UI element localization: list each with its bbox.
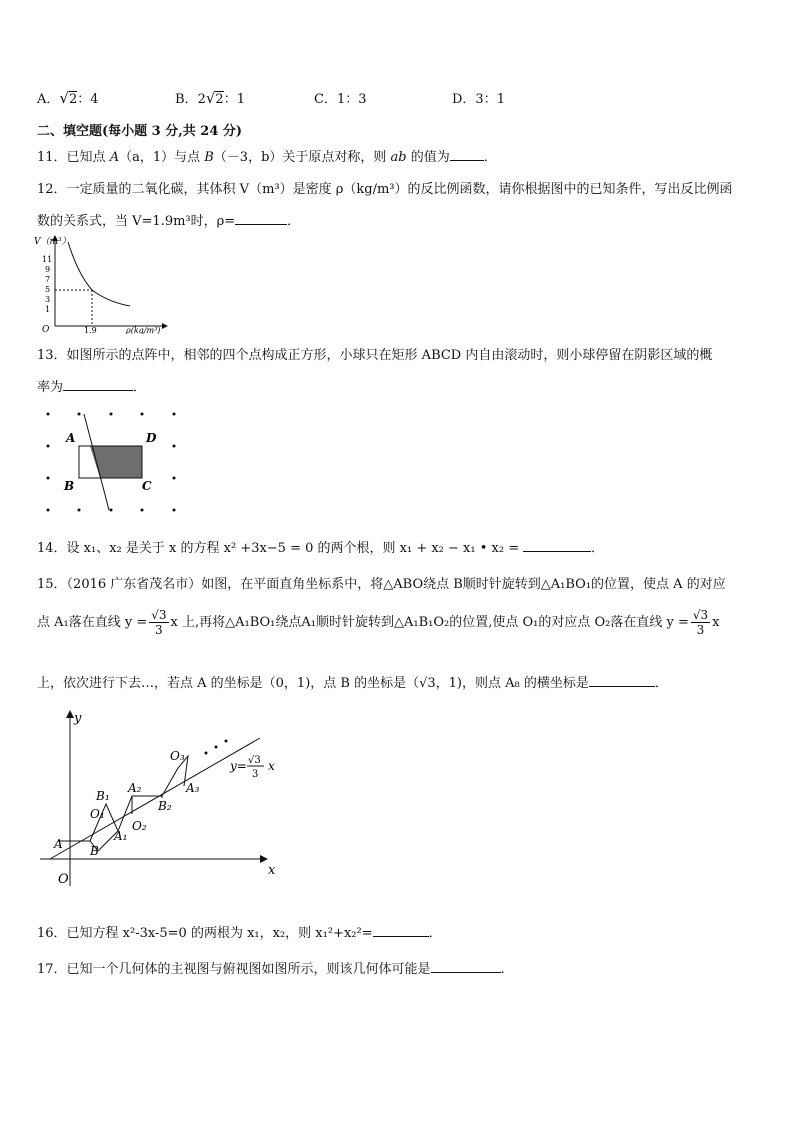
label-a2: A₂ xyxy=(128,781,142,795)
answer-blank[interactable] xyxy=(235,212,287,225)
shaded-region xyxy=(90,446,142,478)
origin-label: O xyxy=(42,325,50,334)
label-a1: A₁ xyxy=(114,829,128,843)
x-tick: 1.9 xyxy=(84,326,97,334)
label-b1: B₁ xyxy=(96,789,110,803)
x-label: ρ(kg/m³) xyxy=(126,326,161,334)
svg-text:x: x xyxy=(268,759,275,773)
question-13-line2: 率为 ． xyxy=(37,380,147,395)
question-13-line1: 13．如图所示的点阵中，相邻的四个点构成正方形，小球只在矩形 ABCD 内自由滚动时，则小球停留在阴影区域的概 xyxy=(37,348,713,363)
answer-blank[interactable] xyxy=(63,378,133,391)
option-b: B．2√2：1 xyxy=(175,89,245,107)
svg-text:√3: √3 xyxy=(248,755,261,766)
svg-text:3: 3 xyxy=(252,769,259,780)
label-o2: O₂ xyxy=(132,819,147,833)
question-15-line2: 点 A₁落在直线 y = $\frac{√3}{3}$ x 上,再将△A₁BO₁绕点A₁顺时针旋转到△A₁B₁O₂的位置,使点 O₁的对应点 O₂落在直线 y = $\frac{√3}{3}$ x xyxy=(37,608,720,637)
label-b: B xyxy=(64,479,75,493)
label-x: x xyxy=(268,863,276,878)
fraction-sqrt3-over-3: $\frac{√3}{3}$ xyxy=(692,608,709,637)
y-tick: 9 xyxy=(45,265,51,274)
answer-blank[interactable] xyxy=(589,674,655,687)
y-tick: 5 xyxy=(45,285,51,294)
label-o: O xyxy=(58,872,69,887)
continuation-dots xyxy=(205,740,228,755)
question-11: 11．已知点 A（a，1）与点 B（－3，b）关于原点对称，则 ab 的值为 ． xyxy=(37,150,497,165)
fraction-sqrt3-over-3: $\frac{√3}{3}$ xyxy=(151,608,167,637)
question-14: 14．设 x₁、x₂ 是关于 x 的方程 x² +3x−5 = 0 的两个根，则 x₁ + x₂ − x₁ • x₂ = ． xyxy=(37,541,605,556)
label-o3: O₃ xyxy=(170,749,185,763)
answer-blank[interactable] xyxy=(450,148,484,161)
hyperbola-curve xyxy=(68,242,130,306)
answer-blank[interactable] xyxy=(373,924,429,937)
question-15-line3: 上，依次进行下去…，若点 A 的坐标是（0，1)，点 B 的坐标是（√3，1)，则点 A₈ 的横坐标是 ． xyxy=(37,676,668,691)
answer-blank[interactable] xyxy=(431,960,501,973)
option-a: A．√2：4 xyxy=(37,89,99,107)
label-a: A xyxy=(54,837,63,851)
question-15-line1: 15．（2016 广东省茂名市）如图，在平面直角坐标系中，将△ABO绕点 B顺时针旋转到△A₁BO₁的位置，使点 A 的对应 xyxy=(37,577,726,592)
y-tick: 3 xyxy=(45,295,51,304)
y-tick: 11 xyxy=(42,255,53,264)
option-d: D．3：1 xyxy=(452,92,505,107)
question-12-line2: 数的关系式，当 V=1.9m³时，ρ= ． xyxy=(37,214,301,229)
answer-blank[interactable] xyxy=(523,539,591,552)
x-axis-arrow xyxy=(162,323,168,329)
line-equation-label xyxy=(229,755,275,780)
inverse-function-graph xyxy=(32,232,172,334)
label-a: A xyxy=(66,431,76,445)
label-y: y xyxy=(74,711,82,726)
dot-lattice-figure xyxy=(32,402,192,514)
rotation-graph xyxy=(36,706,288,896)
y-axis-arrow xyxy=(66,710,74,718)
y-tick: 7 xyxy=(45,275,51,284)
label-o1: O₁ xyxy=(90,807,105,821)
section-title: 二、填空题(每小题 3 分,共 24 分) xyxy=(37,124,243,139)
question-12-line1: 12．一定质量的二氧化碳，其体积 V（m³）是密度 ρ（kg/m³）的反比例函数，请你根据图中的已知条件，写出反比例函 xyxy=(37,182,733,197)
label-c: C xyxy=(142,479,152,493)
option-c: C．1：3 xyxy=(314,92,367,107)
question-16: 16．已知方程 x²-3x-5=0 的两根为 x₁，x₂，则 x₁²+x₂²= ． xyxy=(37,926,442,941)
question-17: 17．已知一个几何体的主视图与俯视图如图所示，则该几何体可能是 . xyxy=(37,962,505,977)
label-a3: A₃ xyxy=(186,781,200,795)
label-b: B xyxy=(90,844,99,858)
label-b2: B₂ xyxy=(158,799,172,813)
x-axis-arrow xyxy=(260,855,268,863)
svg-text:y=: y= xyxy=(230,759,247,773)
label-d: D xyxy=(146,431,157,445)
y-tick: 1 xyxy=(45,305,51,314)
y-label: V（m³） xyxy=(34,237,71,247)
